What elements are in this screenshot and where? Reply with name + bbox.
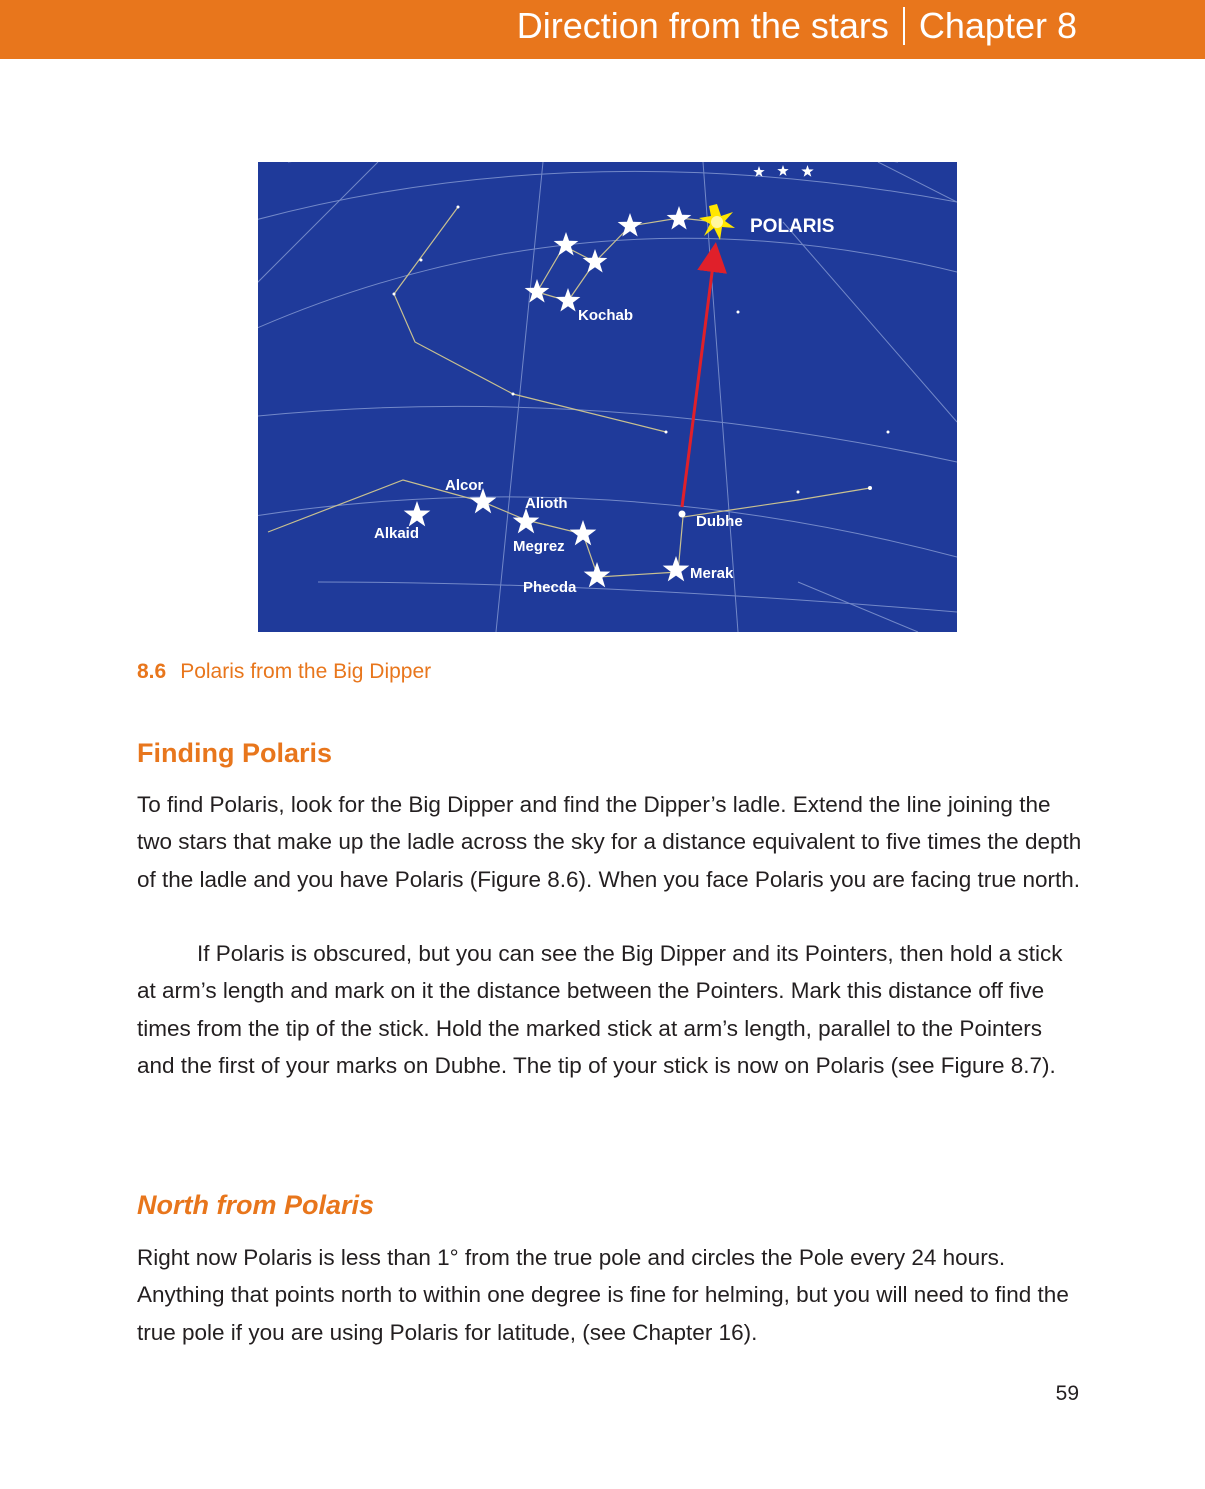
star-dubhe xyxy=(679,511,686,518)
chapter-header-bar xyxy=(0,0,1205,59)
label-megrez: Megrez xyxy=(513,538,565,555)
paragraph-finding-1: To find Polaris, look for the Big Dipper and find the Dipper’s ladle. Extend the line joining the two stars that make up the ladle across the sky for a distance equivalent to five times the depth of the ladle and you have Polaris (Figure 8.6). When you face Polaris you are facing true north. xyxy=(137,792,1082,892)
label-alioth: Alioth xyxy=(525,495,568,512)
figure-number: 8.6 xyxy=(137,660,167,683)
label-polaris: POLARIS xyxy=(750,216,835,237)
label-alkaid: Alkaid xyxy=(374,525,420,542)
label-alcor: Alcor xyxy=(445,477,484,494)
label-phecda: Phecda xyxy=(523,579,577,596)
label-kochab: Kochab xyxy=(578,307,634,324)
heading-finding-polaris: Finding Polaris xyxy=(137,738,333,768)
paragraph-north-1: Right now Polaris is less than 1° from the true pole and circles the Pole every 24 hours. Anything that points north to within one degree is fine for helming, but you will need to find the true pole if you are using Polaris for latitude, (see Chapter 16). xyxy=(137,1245,1069,1345)
running-header xyxy=(517,4,1077,48)
figure-caption-text: Polaris from the Big Dipper xyxy=(180,660,432,683)
label-dubhe: Dubhe xyxy=(696,513,743,530)
heading-north-from-polaris: North from Polaris xyxy=(137,1190,375,1220)
star-chart xyxy=(258,162,957,632)
star-chart-figure xyxy=(258,162,957,632)
sky-background xyxy=(258,162,957,632)
chapter-label: Chapter 8 xyxy=(918,5,1077,46)
label-merak: Merak xyxy=(690,565,734,582)
figure-caption xyxy=(137,658,431,686)
paragraph-finding-2: If Polaris is obscured, but you can see the Big Dipper and its Pointers, then hold a stick at arm’s length and mark on it the distance between the Pointers. Mark this distance off five times from the tip of the stick. Hold the marked stick at arm’s length, parallel to the Pointers and the first of your marks on Dubhe. The tip of your stick is now on Polaris (see Figure 8.7). xyxy=(137,941,1063,1078)
page-number: 59 xyxy=(1055,1382,1079,1405)
section-title: Direction from the stars xyxy=(516,5,889,46)
header-divider xyxy=(903,7,905,45)
